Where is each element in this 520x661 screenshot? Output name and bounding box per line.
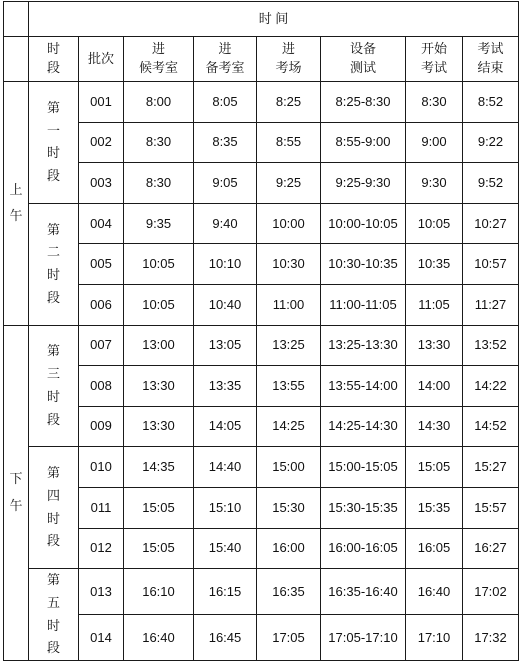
- enter-prep-cell: 15:40: [194, 528, 257, 569]
- enter-wait-room-header: [124, 37, 194, 82]
- exam-start-cell: 13:30: [406, 325, 463, 366]
- device-test-cell: 13:55-14:00: [321, 366, 406, 407]
- device-test-cell: 15:30-15:35: [321, 487, 406, 528]
- exam-end-cell: 10:57: [463, 244, 519, 285]
- exam-start-line-2: 考试: [420, 60, 447, 75]
- batch-cell: 008: [79, 366, 124, 407]
- batch-cell: 004: [79, 203, 124, 244]
- corner-cell: [4, 2, 29, 37]
- enter-hall-cell: 9:25: [257, 163, 321, 204]
- exam-end-cell: 15:27: [463, 447, 519, 488]
- table-row: [4, 569, 519, 615]
- batch-cell: 006: [79, 284, 124, 325]
- enter-prep-cell: 9:05: [194, 163, 257, 204]
- device-test-line-2: 测试: [349, 60, 376, 75]
- enter-prep-cell: 16:45: [194, 615, 257, 661]
- period-label: [29, 325, 79, 447]
- device-test-cell: 13:25-13:30: [321, 325, 406, 366]
- enter-wait-cell: 8:30: [124, 163, 194, 204]
- session-label-char: 上: [9, 181, 23, 197]
- enter-hall-cell: 13:55: [257, 366, 321, 407]
- enter-wait-cell: 8:30: [124, 122, 194, 163]
- table-row: [4, 163, 519, 204]
- device-test-cell: 15:00-15:05: [321, 447, 406, 488]
- session-label-char: 午: [9, 208, 23, 224]
- exam-start-cell: 9:00: [406, 122, 463, 163]
- enter-prep-room-header: [194, 37, 257, 82]
- enter-prep-cell: 13:05: [194, 325, 257, 366]
- exam-end-line-2: 结束: [477, 60, 504, 75]
- period-label-char: 第: [46, 221, 60, 237]
- period-label-char: 时: [46, 145, 60, 161]
- enter-hall-cell: 10:30: [257, 244, 321, 285]
- batch-cell: 001: [79, 82, 124, 123]
- enter-wait-line-2: 候考室: [138, 60, 178, 75]
- table-row: [4, 244, 519, 285]
- enter-hall-cell: 16:00: [257, 528, 321, 569]
- enter-prep-cell: 14:05: [194, 406, 257, 447]
- period-label-char: 第: [46, 343, 60, 359]
- enter-hall-cell: 17:05: [257, 615, 321, 661]
- device-test-cell: 9:25-9:30: [321, 163, 406, 204]
- exam-end-cell: 17:32: [463, 615, 519, 661]
- enter-hall-header: [257, 37, 321, 82]
- device-test-cell: 10:30-10:35: [321, 244, 406, 285]
- enter-prep-cell: 10:10: [194, 244, 257, 285]
- exam-end-cell: 14:52: [463, 406, 519, 447]
- exam-start-cell: 15:05: [406, 447, 463, 488]
- enter-wait-cell: 15:05: [124, 487, 194, 528]
- period-label: [29, 203, 79, 325]
- period-label-char: 第: [46, 572, 60, 588]
- device-test-cell: 17:05-17:10: [321, 615, 406, 661]
- exam-end-cell: 9:22: [463, 122, 519, 163]
- batch-cell: 014: [79, 615, 124, 661]
- enter-prep-cell: 10:40: [194, 284, 257, 325]
- exam-end-cell: 15:57: [463, 487, 519, 528]
- table-row: [4, 203, 519, 244]
- enter-wait-cell: 10:05: [124, 284, 194, 325]
- batch-cell: 007: [79, 325, 124, 366]
- device-test-cell: 11:00-11:05: [321, 284, 406, 325]
- exam-end-cell: 11:27: [463, 284, 519, 325]
- enter-wait-cell: 13:30: [124, 406, 194, 447]
- enter-wait-cell: 13:00: [124, 325, 194, 366]
- enter-wait-cell: 13:30: [124, 366, 194, 407]
- column-header-row: [4, 37, 519, 82]
- session-label: [4, 82, 29, 326]
- batch-cell: 012: [79, 528, 124, 569]
- period-label-char: 段: [46, 411, 60, 427]
- exam-start-cell: 10:35: [406, 244, 463, 285]
- table-row: [4, 528, 519, 569]
- enter-wait-cell: 14:35: [124, 447, 194, 488]
- table-row: [4, 122, 519, 163]
- enter-prep-cell: 8:05: [194, 82, 257, 123]
- enter-prep-line-1: 进: [218, 41, 232, 57]
- period-label-char: 时: [46, 267, 60, 283]
- table-row: [4, 366, 519, 407]
- exam-start-cell: 16:05: [406, 528, 463, 569]
- enter-hall-line-2: 考场: [275, 60, 302, 75]
- exam-end-cell: 17:02: [463, 569, 519, 615]
- batch-cell: 009: [79, 406, 124, 447]
- exam-end-cell: 14:22: [463, 366, 519, 407]
- exam-end-cell: 16:27: [463, 528, 519, 569]
- time-header: 时 间: [29, 2, 519, 37]
- enter-prep-cell: 15:10: [194, 487, 257, 528]
- exam-start-cell: 14:30: [406, 406, 463, 447]
- period-label: [29, 447, 79, 569]
- enter-prep-cell: 8:35: [194, 122, 257, 163]
- title-row: [4, 2, 519, 37]
- batch-cell: 003: [79, 163, 124, 204]
- enter-prep-line-2: 备考室: [205, 60, 245, 75]
- table-row: [4, 615, 519, 661]
- exam-start-cell: 11:05: [406, 284, 463, 325]
- enter-hall-cell: 14:25: [257, 406, 321, 447]
- exam-end-cell: 10:27: [463, 203, 519, 244]
- period-label-char: 时: [46, 510, 60, 526]
- exam-start-cell: 9:30: [406, 163, 463, 204]
- enter-prep-cell: 9:40: [194, 203, 257, 244]
- exam-end-line-1: 考试: [477, 41, 504, 57]
- device-test-cell: 8:25-8:30: [321, 82, 406, 123]
- exam-start-cell: 10:05: [406, 203, 463, 244]
- enter-hall-line-1: 进: [281, 41, 295, 57]
- enter-hall-cell: 13:25: [257, 325, 321, 366]
- batch-cell: 013: [79, 569, 124, 615]
- device-test-cell: 16:00-16:05: [321, 528, 406, 569]
- exam-schedule-table: [3, 1, 519, 661]
- period-header: [29, 37, 79, 82]
- device-test-cell: 16:35-16:40: [321, 569, 406, 615]
- period-label-char: 第: [46, 465, 60, 481]
- exam-start-line-1: 开始: [420, 41, 447, 57]
- session-label-char: 午: [9, 497, 23, 513]
- table-row: [4, 487, 519, 528]
- schedule-container: [3, 1, 519, 661]
- enter-wait-line-1: 进: [151, 41, 165, 57]
- enter-wait-cell: 8:00: [124, 82, 194, 123]
- batch-cell: 010: [79, 447, 124, 488]
- enter-hall-cell: 8:25: [257, 82, 321, 123]
- period-label-char: 三: [46, 366, 60, 382]
- period-label-char: 一: [46, 122, 60, 138]
- enter-hall-cell: 16:35: [257, 569, 321, 615]
- period-label-char: 时: [46, 388, 60, 404]
- exam-end-cell: 8:52: [463, 82, 519, 123]
- table-row: [4, 325, 519, 366]
- batch-cell: 011: [79, 487, 124, 528]
- period-label-char: 段: [46, 289, 60, 305]
- period-label: [29, 82, 79, 204]
- period-label-char: 段: [46, 640, 60, 656]
- period-header-line-2: 段: [46, 60, 60, 75]
- enter-hall-cell: 10:00: [257, 203, 321, 244]
- period-label-char: 二: [46, 244, 60, 260]
- exam-start-header: [406, 37, 463, 82]
- device-test-cell: 14:25-14:30: [321, 406, 406, 447]
- device-test-line-1: 设备: [349, 41, 376, 57]
- period-label-char: 五: [46, 594, 60, 610]
- enter-wait-cell: 10:05: [124, 244, 194, 285]
- enter-prep-cell: 14:40: [194, 447, 257, 488]
- enter-hall-cell: 11:00: [257, 284, 321, 325]
- exam-start-cell: 8:30: [406, 82, 463, 123]
- device-test-header: [321, 37, 406, 82]
- enter-wait-cell: 16:10: [124, 569, 194, 615]
- device-test-cell: 10:00-10:05: [321, 203, 406, 244]
- enter-wait-cell: 15:05: [124, 528, 194, 569]
- enter-hall-cell: 8:55: [257, 122, 321, 163]
- exam-end-header: [463, 37, 519, 82]
- session-label-char: 下: [9, 471, 23, 487]
- device-test-cell: 8:55-9:00: [321, 122, 406, 163]
- period-label: [29, 569, 79, 661]
- enter-prep-cell: 16:15: [194, 569, 257, 615]
- batch-cell: 005: [79, 244, 124, 285]
- period-label-char: 时: [46, 617, 60, 633]
- period-label-char: 四: [46, 487, 60, 503]
- exam-start-cell: 15:35: [406, 487, 463, 528]
- enter-hall-cell: 15:30: [257, 487, 321, 528]
- exam-end-cell: 13:52: [463, 325, 519, 366]
- enter-wait-cell: 9:35: [124, 203, 194, 244]
- session-label: [4, 325, 29, 661]
- table-row: [4, 406, 519, 447]
- exam-start-cell: 17:10: [406, 615, 463, 661]
- batch-header: 批次: [79, 37, 124, 82]
- exam-start-cell: 16:40: [406, 569, 463, 615]
- table-row: [4, 447, 519, 488]
- period-label-char: 第: [46, 99, 60, 115]
- period-label-char: 段: [46, 168, 60, 184]
- session-header-blank: [4, 37, 29, 82]
- batch-cell: 002: [79, 122, 124, 163]
- enter-wait-cell: 16:40: [124, 615, 194, 661]
- exam-start-cell: 14:00: [406, 366, 463, 407]
- table-row: [4, 82, 519, 123]
- table-row: [4, 284, 519, 325]
- period-header-line-1: 时: [46, 41, 60, 57]
- enter-prep-cell: 13:35: [194, 366, 257, 407]
- period-label-char: 段: [46, 533, 60, 549]
- exam-end-cell: 9:52: [463, 163, 519, 204]
- enter-hall-cell: 15:00: [257, 447, 321, 488]
